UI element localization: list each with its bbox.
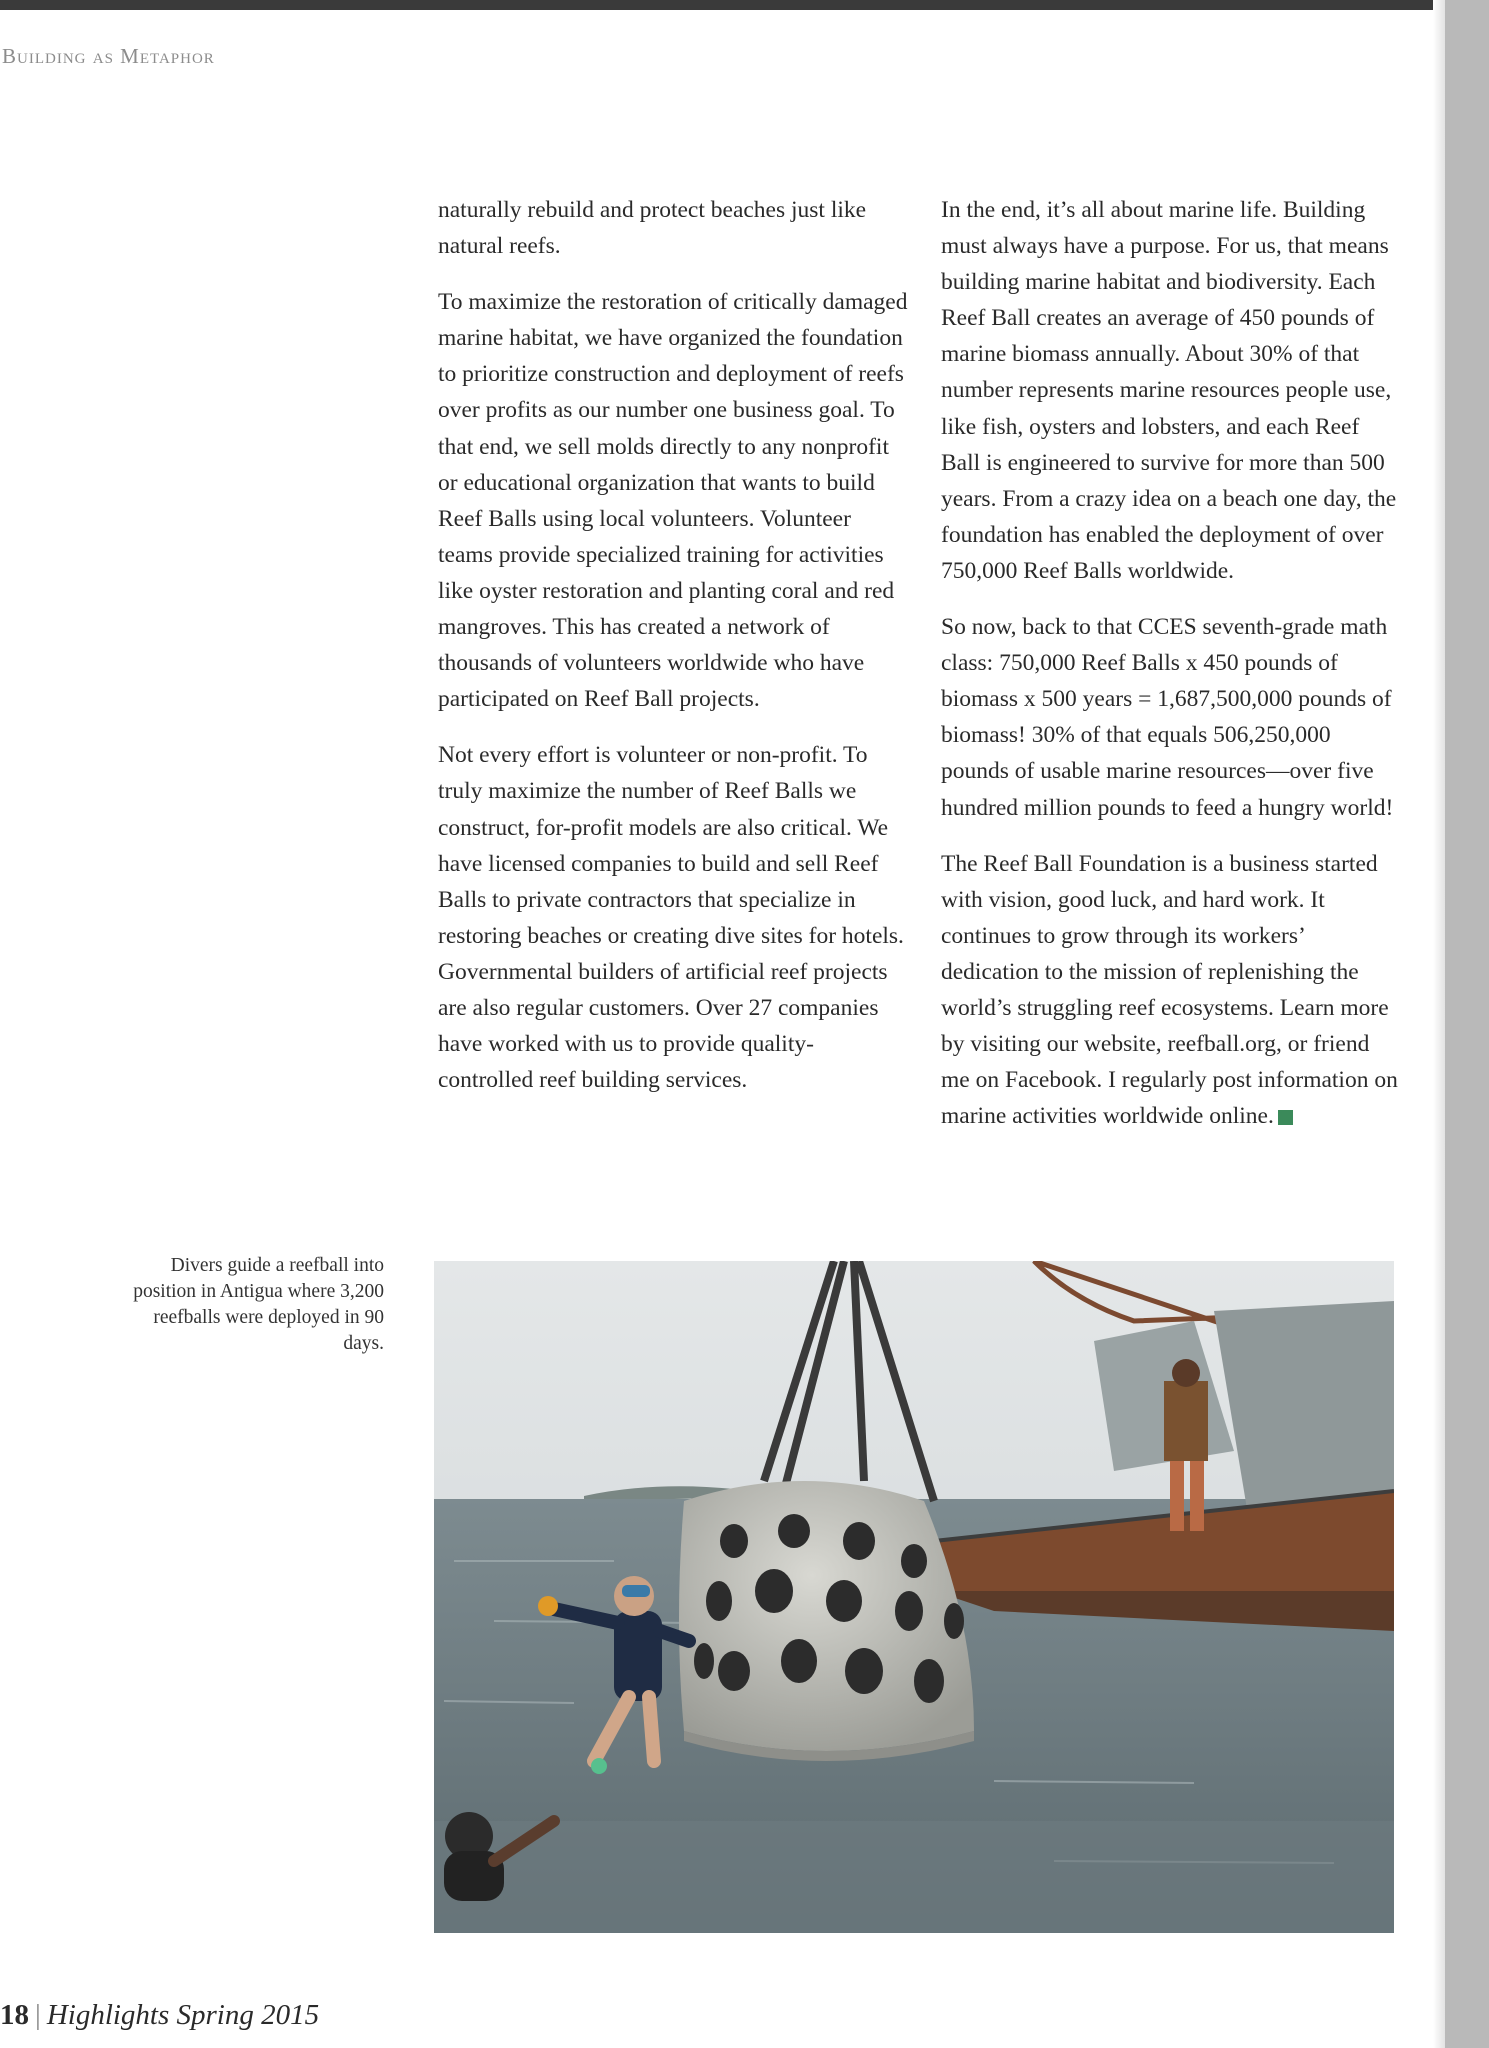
paragraph: In the end, it’s all about marine life. Building must always have a purpose. For us, that means building marine habitat and biodiversity. Each Reef Ball creates an average of 450 pounds of marine biomass annually. About 30% of that number represents marine resources people use, like fish, oysters and lobsters, and each Reef Ball is engineered to survive for more than 500 years. From a crazy idea on a beach one day, the foundation has enabled the deployment of over 750,000 Reef Balls worldwide. (941, 197, 1397, 584)
last-paragraph (941, 846, 1401, 1135)
reefball-photo (434, 1261, 1394, 1933)
page-footer (0, 1999, 319, 2032)
page-gutter-shadow (1433, 0, 1445, 2048)
scan-right-edge (1445, 0, 1489, 2048)
magazine-issue: Highlights Spring 2015 (46, 1999, 320, 2031)
paragraph: So now, back to that CCES seventh-grade math class: 750,000 Reef Balls x 450 pounds of biomass x 500 years = 1,687,500,000 pounds of biomass! 30% of that equals 506,250,000 pounds of usable marine resources—over five hundred million pounds to feed a hungry world! (941, 614, 1394, 821)
paragraph-text: The Reef Ball Foundation is a business started with vision, good luck, and hard work. It continues to grow through its workers’ dedication to the mission of replenishing the world’s struggling reef ecosystems. Learn more by visiting our website, reefball.org, or friend me on Facebook. I regularly post information on marine activities worldwide online. (941, 850, 1398, 1130)
left-column (438, 192, 908, 1118)
scan-top-edge (0, 0, 1489, 10)
paragraph: naturally rebuild and protect beaches just like natural reefs. (438, 197, 867, 260)
running-head: Building as Metaphor (2, 44, 215, 68)
end-of-article-mark (1278, 1110, 1293, 1125)
page-number: 18 (0, 1999, 29, 2031)
paragraph: To maximize the restoration of critically damaged marine habitat, we have organized the foundation to prioritize construction and deployment of reefs over profits as our number one business goal. To that end, we sell molds directly to any nonprofit or educational organization that wants to build Reef Balls using local volunteers. Volunteer teams provide specialized training for activities like oyster restoration and planting coral and red mangroves. This has created a network of thousands of volunteers worldwide who have participated on Reef Ball projects. (438, 289, 908, 713)
right-column (941, 192, 1401, 1154)
footer-separator: | (35, 1999, 41, 2031)
paragraph: Not every effort is volunteer or non-profit. To truly maximize the number of Reef Balls we construct, for-profit models are also critical. We have licensed companies to build and sell Reef Balls to private contractors that specialize in restoring beaches or creating dive sites for hotels. Governmental builders of artificial reef projects are also regular customers. Over 27 companies have worked with us to provide quality-controlled reef building services. (438, 742, 904, 1094)
photo-caption: Divers guide a reefball into position in Antigua where 3,200 reefballs were deployed in 90 days. (133, 1255, 384, 1354)
